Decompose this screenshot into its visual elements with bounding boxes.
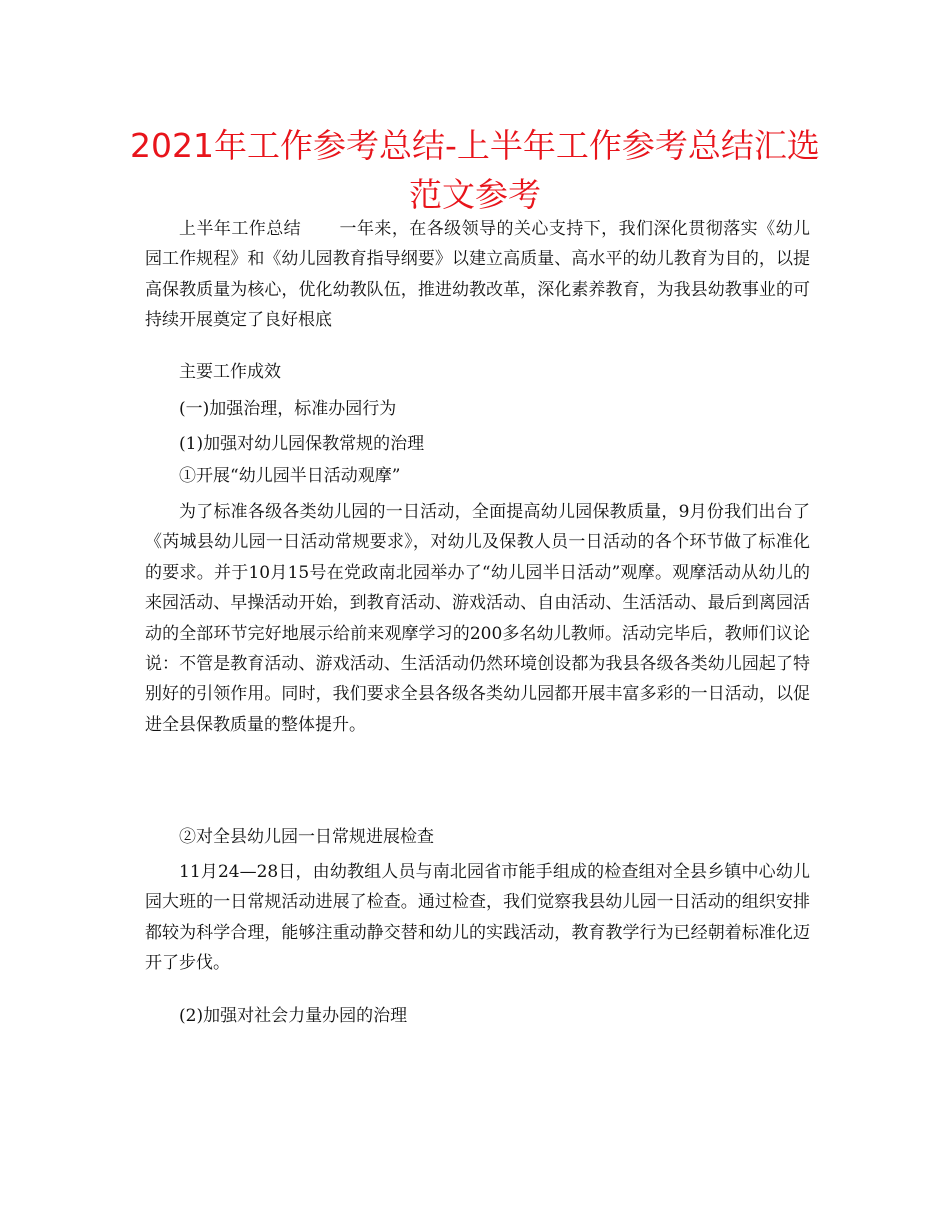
- paragraph-half-day-observation: 为了标准各级各类幼儿园的一日活动，全面提高幼儿园保教质量，9月份我们出台了《芮城县幼儿园一日活动常规要求》，对幼儿及保教人员一日活动的各个环节做了标准化的要求。并于10月15号在党政南北园举办了“幼儿园半日活动”观摩。观摩活动从幼儿的来园活动、早操活动开始，到教育活动、游戏活动、自由活动、生活活动、最后到离园活动的全部环节完好地展示给前来观摩学习的200多名幼儿教师。活动完毕后，教师们议论说：不管是教育活动、游戏活动、生活活动仍然环境创设都为我县各级各类幼儿园起了特别好的引领作用。同时，我们要求全县各级各类幼儿园都开展丰富多彩的一日活动，以促进全县保教质量的整体提升。: [145, 502, 810, 735]
- heading-item-1-1-b: ②对全县幼儿园一日常规进展检查: [179, 827, 434, 847]
- document-title-line-1: 2021年工作参考总结-上半年工作参考总结汇选: [130, 126, 820, 165]
- document-title-line-2: 范文参考: [409, 175, 541, 214]
- heading-main-results: 主要工作成效: [179, 362, 281, 382]
- heading-item-1-1-a: ①开展“幼儿园半日活动观摩”: [179, 466, 401, 486]
- heading-subsection-1-2: (2)加强对社会力量办园的治理: [179, 1006, 408, 1026]
- intro-label: 上半年工作总结: [179, 219, 302, 239]
- paragraph-routine-inspection: 11月24—28日，由幼教组人员与南北园省市能手组成的检查组对全县乡镇中心幼儿园大班的一日常规活动进展了检查。通过检查，我们觉察我县幼儿园一日活动的组织安排都较为科学合理，能够注重动静交替和幼儿的实践活动，教育教学行为已经朝着标准化迈开了步伐。: [145, 862, 810, 974]
- intro-text: 一年来，在各级领导的关心支持下，我们深化贯彻落实《幼儿园工作规程》和《幼儿园教育指导纲要》以建立高质量、高水平的幼儿教育为目的，以提高保教质量为核心，优化幼教队伍，推进幼教改革，深化素养教育，为我县幼教事业的可持续开展奠定了良好根底: [145, 219, 811, 331]
- heading-section-1: (一)加强治理，标准办园行为: [179, 399, 397, 419]
- intro-paragraph: [145, 214, 810, 336]
- heading-subsection-1-1: (1)加强对幼儿园保教常规的治理: [179, 434, 425, 454]
